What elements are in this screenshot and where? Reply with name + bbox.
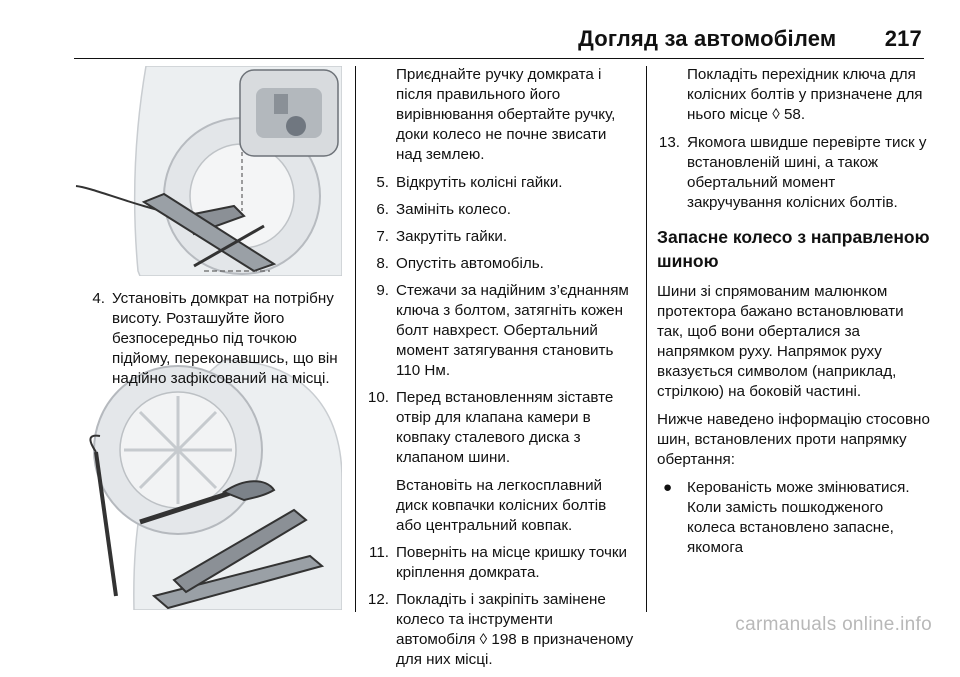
step-number: 13. bbox=[658, 134, 680, 151]
step-text: Відкрутіть колісні гайки. bbox=[396, 174, 563, 191]
step-11 bbox=[366, 543, 636, 583]
step-10-extra: Встановіть на легкосплавний диск ковпачки колісних болтів або центральний ковпак. bbox=[396, 477, 607, 534]
section-heading: Запасне колесо з направленою шиною bbox=[657, 227, 930, 271]
paragraph-2: Нижче наведено інформацію стосовно шин, встановлених проти напрямку обертання: bbox=[657, 411, 930, 468]
column-divider-1 bbox=[355, 66, 356, 612]
step-text: Установіть домкрат на потрібну висоту. Розташуйте його безпосередньо під точкою підйому, переконавшись, що він надійно зафіксований на місці. bbox=[112, 290, 338, 387]
step-number: 12. bbox=[367, 591, 389, 608]
step-text: Стежачи за надійним з’єднанням ключа з болтом, затягніть кожен болт навхрест. Обертальний момент затягування становить 110 Нм. bbox=[396, 282, 629, 379]
step-number: 4. bbox=[92, 290, 105, 307]
step-5 bbox=[366, 173, 636, 193]
page-title: Догляд за автомобілем bbox=[578, 26, 837, 51]
jack-wrench-illustration bbox=[74, 360, 342, 610]
column-divider-2 bbox=[646, 66, 647, 612]
bullet-item bbox=[657, 478, 930, 558]
jack-placement-illustration bbox=[74, 66, 342, 276]
paragraph-1: Шини зі спрямованим малюнком протектора бажано встановлювати так, щоб вони оберталися за напрямком руху. Напрямок руху вказується символом (наприклад, стрілкою) на боковій частині. bbox=[657, 283, 904, 400]
header-rule bbox=[74, 58, 924, 59]
column-1 bbox=[82, 289, 344, 396]
step-text: Опустіть автомобіль. bbox=[396, 255, 544, 272]
step-4 bbox=[82, 289, 344, 389]
step-text: Поверніть на місце кришку точки кріплення домкрата. bbox=[396, 544, 627, 581]
page-number: 217 bbox=[884, 26, 922, 51]
step-8 bbox=[366, 254, 636, 274]
page-header bbox=[578, 26, 922, 52]
step-number: 11. bbox=[369, 544, 389, 561]
step-10 bbox=[366, 388, 636, 468]
step-12 bbox=[366, 590, 636, 670]
bullet-text: Керованість може змінюватися. Коли замість пошкодженого колеса встановлено запасне, якомога bbox=[687, 479, 910, 556]
step-13 bbox=[657, 133, 930, 213]
step-number: 10. bbox=[367, 389, 389, 406]
step-number: 7. bbox=[376, 228, 389, 245]
watermark: carmanuals online.info bbox=[735, 614, 932, 635]
step-text: Якомога швидше перевірте тиск у встановленій шині, а також обертальний момент закручування колісних болтів. bbox=[687, 134, 927, 211]
step-text: Покладіть і закріпіть замінене колесо та інструменти автомобіля ◊ 198 в призначеному для них місці. bbox=[396, 591, 634, 668]
intro-paragraph: Покладіть перехідник ключа для колісних болтів у призначене для нього місце ◊ 58. bbox=[687, 66, 923, 123]
step-6 bbox=[366, 200, 636, 220]
column-2 bbox=[366, 65, 636, 677]
step-number: 8. bbox=[376, 255, 389, 272]
step-text: Перед встановленням зіставте отвір для клапана камери в ковпаку сталевого диска з клапаном шини. bbox=[396, 389, 614, 466]
bullet-icon: ● bbox=[663, 479, 673, 496]
step-number: 9. bbox=[376, 282, 389, 299]
column-3 bbox=[657, 65, 930, 558]
step-number: 5. bbox=[376, 174, 389, 191]
step-9 bbox=[366, 281, 636, 381]
step-text: Замініть колесо. bbox=[396, 201, 511, 218]
intro-paragraph: Приєднайте ручку домкрата і після правильного його вирівнювання обертайте ручку, доки колесо не почне звисати над землею. bbox=[396, 66, 616, 163]
step-text: Закрутіть гайки. bbox=[396, 228, 508, 245]
step-7 bbox=[366, 227, 636, 247]
step-number: 6. bbox=[376, 201, 389, 218]
